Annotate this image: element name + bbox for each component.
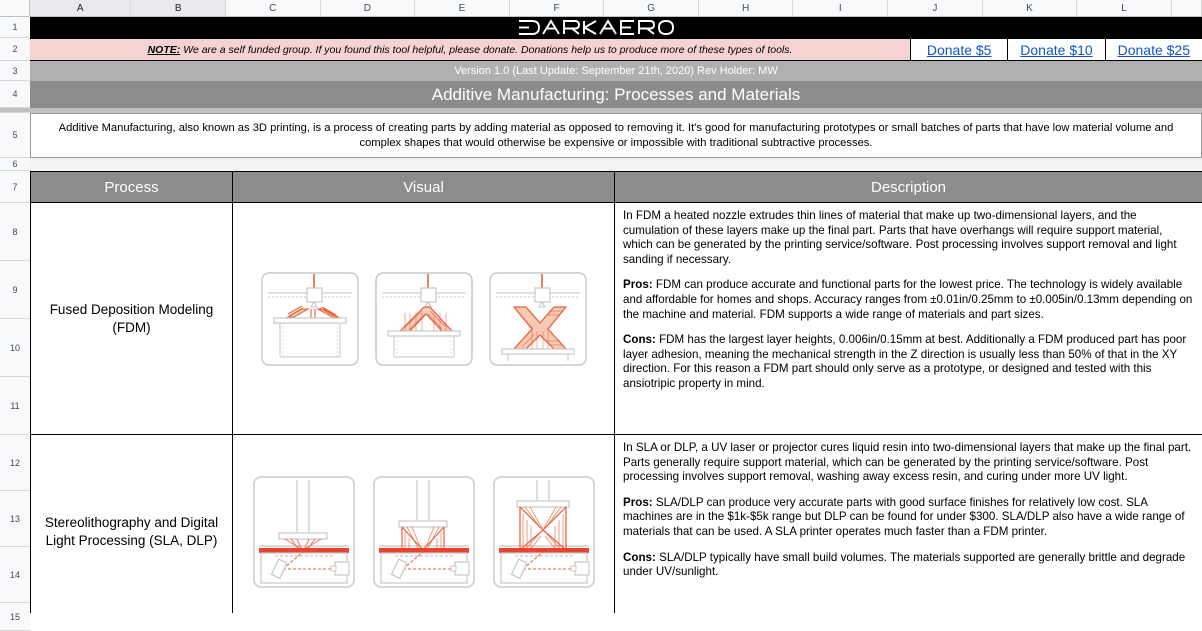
column-header-d[interactable]: D	[321, 0, 416, 16]
description-cell-fdm	[615, 203, 1202, 435]
sla-cons-label: Cons:	[623, 550, 656, 564]
sla-stage-2-icon	[369, 472, 479, 592]
row-number-8[interactable]: 8	[0, 203, 30, 261]
donate-10-button[interactable]: Donate $10	[1007, 39, 1104, 60]
fdm-cons-label: Cons:	[623, 333, 656, 347]
page-title: Additive Manufacturing: Processes and Materials	[30, 81, 1202, 108]
fdm-pros-label: Pros:	[623, 278, 653, 292]
fdm-cons-text: FDM has the largest layer heights, 0.006in/0.15mm at best. Additionally a FDM produced part has poor layer adhesion, meaning the mechanical strength in the Z direction is usually less than 50% of that in the XY direction. For this reason a FDM part should only serve as a prototype, or designed and tested with this ansiotripic property in mind.	[623, 333, 1187, 390]
brand-banner	[30, 17, 1202, 38]
intro-paragraph-cell	[30, 113, 1202, 158]
sla-cons-text: SLA/DLP typically have small build volumes. The materials supported are generally brittle and degrade under UV/sunlight.	[623, 550, 1186, 579]
fdm-stage-2-icon	[372, 269, 476, 369]
blank-row	[30, 158, 1202, 171]
column-header-g[interactable]: G	[604, 0, 699, 16]
version-bar: Version 1.0 (Last Update: September 21th, 2020) Rev Holder: MW	[30, 61, 1202, 81]
donate-button-group	[910, 39, 1202, 60]
column-header-e[interactable]: E	[415, 0, 510, 16]
row-number-4[interactable]: 4	[0, 81, 30, 108]
process-name-fdm: Fused Deposition Modeling (FDM)	[30, 203, 233, 435]
darkaero-logo	[30, 17, 1202, 38]
table-header-description: Description	[615, 171, 1202, 203]
sheet-grid	[30, 17, 1202, 613]
row-number-7[interactable]: 7	[0, 171, 30, 203]
select-all-corner[interactable]	[0, 0, 30, 16]
sla-pros-paragraph	[623, 496, 1194, 540]
donation-note-row	[30, 38, 1202, 61]
column-header-f[interactable]: F	[510, 0, 605, 16]
sla-intro-paragraph: In SLA or DLP, a UV laser or projector cures liquid resin into two-dimensional layers that make up the final part. Parts generally require support material, which can be generated by the printing service/software. Post processing involves support removal, washing away excess resin, and curing under more UV light.	[623, 441, 1192, 484]
process-name-sla-dlp: Stereolithography and Digital Light Processing (SLA, DLP)	[30, 435, 233, 613]
column-header-a[interactable]: A	[30, 0, 131, 16]
row-number-11[interactable]: 11	[0, 377, 30, 435]
column-header-i[interactable]: I	[793, 0, 888, 16]
fdm-pros-text: FDM can produce accurate and functional parts for the lowest price. The technology is widely available and affordable for homes and shops. Accuracy ranges from ±0.01in/0.25mm to ±0.005in/0.13mm depending on the machine and material. FDM supports a wide range of materials and part sizes.	[623, 278, 1193, 321]
fdm-cons-paragraph	[623, 333, 1194, 391]
sla-pros-text: SLA/DLP can produce very accurate parts with good surface finishes for relatively low cost. SLA machines are in the $1k-$5k range but DLP can be found for under $300. SLA/DLP also have a wide range of materials that can be used. A SLA printer operates much faster than a FDM printer.	[623, 495, 1185, 538]
row-number-13[interactable]: 13	[0, 491, 30, 547]
row-number-5[interactable]: 5	[0, 113, 30, 158]
row-number-2[interactable]: 2	[0, 38, 30, 61]
column-header-m[interactable]	[1172, 0, 1202, 16]
row-number-gutter	[0, 17, 30, 622]
table-header-visual: Visual	[233, 171, 615, 203]
donate-5-button[interactable]: Donate $5	[910, 39, 1007, 60]
sla-stage-1-icon	[249, 472, 359, 592]
row-number-15[interactable]: 15	[0, 603, 30, 631]
row-number-10[interactable]: 10	[0, 319, 30, 377]
intro-paragraph: Additive Manufacturing, also known as 3D printing, is a process of creating parts by adding material as opposed to removing it. It's good for manufacturing prototypes or small batches of parts that have low material volume and complex shapes that would otherwise be expensive or impossible with traditional subtractive processes.	[58, 121, 1174, 149]
column-header-strip	[0, 0, 1202, 17]
sla-pros-label: Pros:	[623, 495, 653, 509]
visual-cell-fdm	[233, 203, 615, 435]
row-number-6[interactable]: 6	[0, 158, 30, 171]
donation-note	[30, 39, 910, 60]
visual-cell-sla-dlp	[233, 435, 615, 613]
table-header-process: Process	[30, 171, 233, 203]
row-number-9[interactable]: 9	[0, 261, 30, 319]
sla-cons-paragraph	[623, 551, 1194, 580]
sla-stage-3-icon	[489, 472, 599, 592]
column-header-b[interactable]: B	[131, 0, 226, 16]
row-number-14[interactable]: 14	[0, 547, 30, 603]
description-cell-sla-dlp	[615, 435, 1202, 613]
note-text: We are a self funded group. If you found this tool helpful, please donate. Donations help us to produce more of these types of tools.	[183, 43, 793, 56]
row-number-1[interactable]: 1	[0, 17, 30, 38]
column-header-j[interactable]: J	[888, 0, 983, 16]
column-header-l[interactable]: L	[1077, 0, 1172, 16]
fdm-pros-paragraph	[623, 278, 1194, 322]
fdm-stage-1-icon	[258, 269, 362, 369]
row-number-3[interactable]: 3	[0, 61, 30, 81]
row-number-12[interactable]: 12	[0, 435, 30, 491]
column-header-k[interactable]: K	[983, 0, 1078, 16]
column-header-h[interactable]: H	[699, 0, 794, 16]
donate-25-button[interactable]: Donate $25	[1105, 39, 1202, 60]
fdm-stage-3-icon	[486, 269, 590, 369]
column-header-c[interactable]: C	[226, 0, 321, 16]
fdm-intro-paragraph: In FDM a heated nozzle extrudes thin lines of material that make up two-dimensional layers, and the cumulation of these layers make up the final part. Parts that have overhangs will require support material, which can be generated by the printing service/software. Post processing involves support removal and light sanding if necessary.	[623, 209, 1177, 266]
note-label: NOTE:	[147, 43, 181, 56]
